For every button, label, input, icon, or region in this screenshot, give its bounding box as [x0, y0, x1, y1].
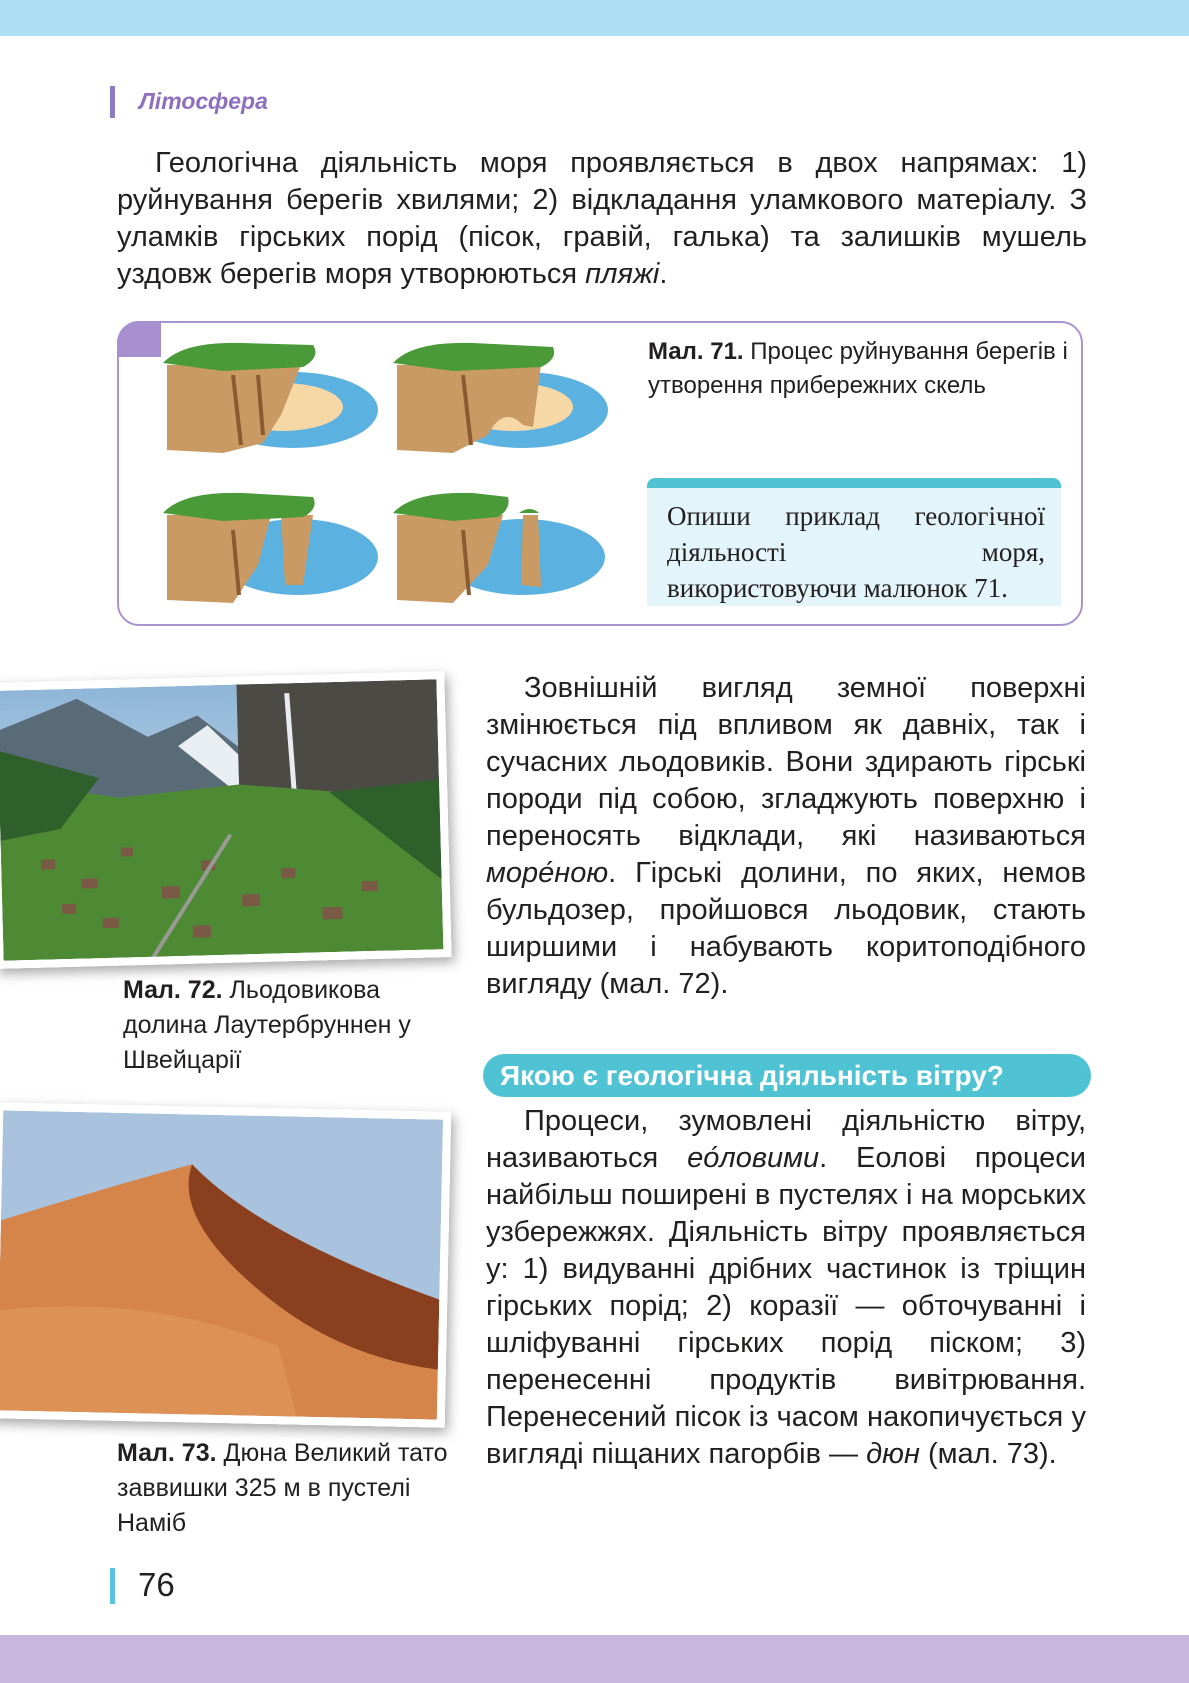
- wind-heading: Якою є геологічна діяльність вітру?: [500, 1060, 1004, 1091]
- intro-paragraph: Геологічна діяльність моря проявляється в двох напрямах: 1) руйнування берегів хвилями; 2) відкладання уламкового матеріалу. З уламків гірських порід (пісок, гравій, галька) та залишків мушель уздовж берегів моря утворюються пляжі.: [117, 147, 1087, 290]
- section-marker: [110, 86, 115, 118]
- cliff-stage-2-illustration: [393, 335, 608, 457]
- figure-73-caption: Мал. 73. Дюна Великий тато заввишки 325 м в пустелі Наміб: [117, 1439, 448, 1537]
- figure-tab: [117, 321, 161, 357]
- top-decor-band: [0, 0, 1189, 36]
- cliff-stage-3-illustration: [163, 485, 378, 607]
- cliff-stage-1-illustration: [163, 335, 378, 457]
- figure-72-caption: Мал. 72. Льодовикова долина Лаутербруннен у Швейцарії: [123, 976, 411, 1074]
- term-aeolian: ео́ловими: [687, 1142, 820, 1174]
- cliff-stage-4-illustration: [393, 485, 608, 607]
- section-title: Літосфера: [139, 88, 268, 114]
- bottom-decor-band: [0, 1635, 1189, 1683]
- wind-paragraph: Процеси, зумовлені діяльністю вітру, називаються ео́ловими. Еолові процеси найбільш поширені в пустелях і на морських узбережжях. Діяльність вітру проявляється у: 1) видуванні дрібних частинок із тріщин гірських порід; 2) коразії — обточуванні і шліфуванні гірських порід піском; 3) перенесенні продуктів вивітрювання. Перенесений пісок із часом накопичується у вигляді піщаних пагорбів — дюн (мал. 73).: [486, 1105, 1086, 1470]
- task-box: [647, 488, 1061, 606]
- glacier-paragraph: Зовнішній вигляд земної поверхні змінюється під впливом як давніх, так і сучасних льодовиків. Вони здирають гірські породи під собою, згладжують поверхню і переносять відклади, які називаються море́ною. Гірські долини, по яких, немов бульдозер, пройшовся льодовик, стають ширшими і набувають коритоподібного вигляду (мал. 72).: [486, 672, 1086, 1000]
- lauterbrunnen-valley-photo: [0, 671, 452, 969]
- term-dunes: дюн: [866, 1438, 920, 1470]
- figure-71-caption: Мал. 71. Процес руйнування берегів і утворення прибережних скель: [648, 338, 1068, 399]
- big-daddy-dune-photo: [0, 1102, 451, 1427]
- term-moraine: море́ною: [486, 857, 609, 889]
- page-number-marker: [110, 1568, 115, 1604]
- task-text: Опиши приклад геологічної діяльності моря, використовуючи малюнок 71.: [667, 501, 1045, 603]
- term-beaches: пляжі: [585, 258, 660, 290]
- page-number: 76: [138, 1566, 175, 1603]
